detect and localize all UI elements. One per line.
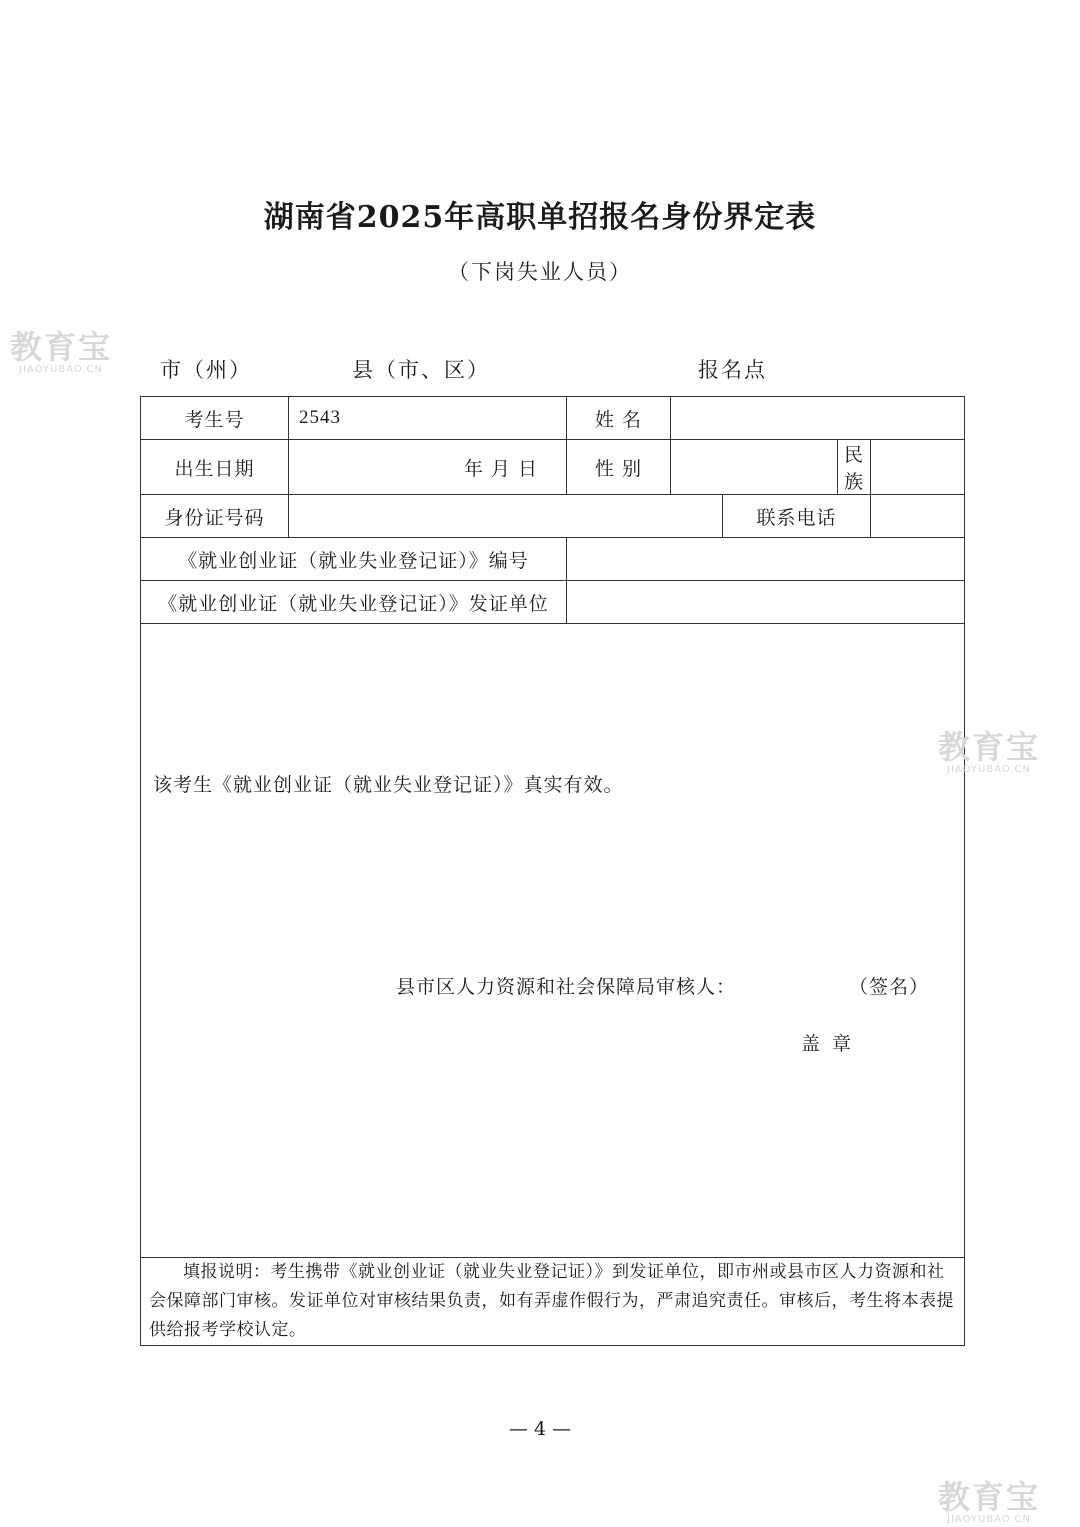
phone-label: 联系电话 [723, 495, 871, 538]
watermark-url-text: JIAOYUBAO.CN [947, 764, 1031, 775]
page-number: — 4 — [508, 1418, 572, 1440]
name-label: 姓 名 [567, 397, 671, 440]
birth-field[interactable]: 年 月 日 [289, 440, 567, 495]
document-subtitle: （下岗失业人员） [448, 260, 632, 284]
watermark-logo-text: 教育宝 [938, 1478, 1041, 1516]
gender-field[interactable] [671, 440, 838, 495]
identity-form-table [140, 396, 965, 1346]
region-city: 市（州） [160, 358, 252, 382]
gender-label: 性 别 [567, 440, 671, 495]
watermark-logo-text: 教育宝 [938, 728, 1041, 766]
phone-field[interactable] [871, 495, 965, 538]
ethnic-label [838, 440, 871, 495]
region-county: 县（市、区） [352, 358, 490, 382]
watermark-logo [938, 1480, 1040, 1525]
auditor-label: 县市区人力资源和社会保障局审核人： [396, 976, 737, 998]
region-site: 报名点 [698, 358, 767, 382]
ethnic-field[interactable] [871, 440, 965, 495]
signature-label: （签名） [849, 976, 930, 998]
cert-no-label: 《就业创业证（就业失业登记证）》编号 [141, 538, 567, 581]
birth-label: 出生日期 [141, 440, 289, 495]
document-title: 湖南省2025年高职单招报名身份界定表 [263, 200, 817, 235]
verification-area [141, 624, 965, 1258]
cert-issuer-field[interactable] [567, 581, 965, 624]
watermark-logo [938, 730, 1040, 775]
cert-no-field[interactable] [567, 538, 965, 581]
filling-instructions: 填报说明：考生携带《就业创业证（就业失业登记证）》到发证单位，即市州或县市区人力资源和社会保障部门审核。发证单位对审核结果负责，如有弄虚作假行为，严肃追究责任。审核后，考生将本表提供给报考学校认定。 [141, 1258, 965, 1346]
watermark-logo-text: 教育宝 [10, 328, 113, 366]
id-label: 身份证号码 [141, 495, 289, 538]
verification-statement: 该考生《就业创业证（就业失业登记证）》真实有效。 [153, 774, 624, 796]
seal-label: 盖章 [801, 1033, 864, 1055]
exam-no-value[interactable]: 2543 [289, 397, 567, 440]
name-field[interactable] [671, 397, 965, 440]
id-field[interactable] [289, 495, 723, 538]
watermark-url-text: JIAOYUBAO.CN [19, 364, 103, 375]
cert-issuer-label: 《就业创业证（就业失业登记证）》发证单位 [141, 581, 567, 624]
watermark-logo [10, 330, 112, 375]
ethnic-label-text: 民 族 [843, 444, 864, 493]
exam-no-label: 考生号 [141, 397, 289, 440]
watermark-url-text: JIAOYUBAO.CN [947, 1514, 1031, 1525]
